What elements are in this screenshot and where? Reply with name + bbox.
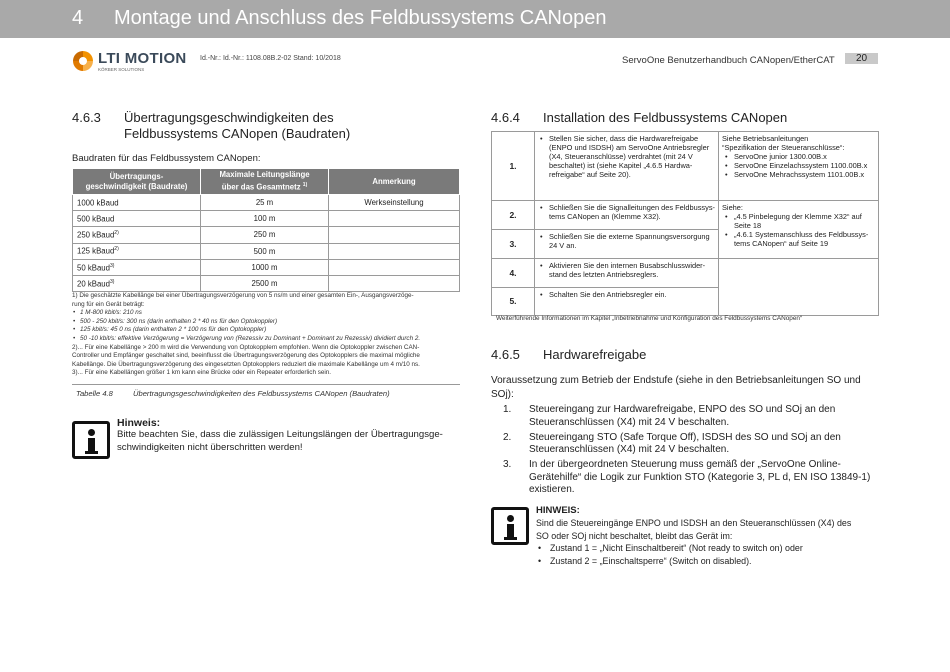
text-line: Stellen Sie sicher, dass die Hardwarefreigabe — [549, 134, 699, 143]
step-number: 4. — [492, 259, 535, 288]
header-line: geschwindigkeit (Baudrate) — [85, 181, 188, 191]
footnote-ref: 2) — [114, 246, 119, 253]
step-action — [535, 230, 719, 259]
intro-text: Baudraten für das Feldbussystem CANopen: — [72, 153, 261, 164]
rate-text: 250 kBaud — [77, 230, 115, 240]
baudrate-table — [72, 168, 460, 292]
section-title-line: Feldbussystems CANopen (Baudraten) — [124, 126, 351, 141]
hint-title: HINWEIS: — [536, 505, 580, 516]
lti-logo-icon — [72, 50, 94, 72]
rate-text: 125 kBaud — [77, 246, 115, 256]
footnote-line: 3)... Für eine Kabellängen größer 1 km kann eine Brücke oder ein Repeater erforderlich sein. — [72, 369, 332, 377]
text-line: stand des letzten Antriebsreglers. — [549, 270, 659, 279]
footnote-ref: 3) — [109, 278, 115, 285]
cell-rate — [73, 211, 201, 227]
installation-steps-table — [491, 131, 879, 316]
text-line: refreigabe“ auf Seite 20). — [549, 170, 631, 179]
cell-length: 100 m — [201, 211, 329, 227]
footnote-line: 2)... Für eine Kabellänge > 200 m wird die Verwendung von Optokopplern empfohlen. Wenn die Optokoppler zwischen CAN- — [72, 343, 420, 351]
list-number: 3. — [503, 459, 512, 471]
header-line: Übertragungs- — [109, 171, 164, 181]
text-line: (ENPO und ISDSH) am ServoOne Antriebsregler — [549, 143, 710, 152]
page-number: 20 — [845, 53, 878, 64]
rate-text: 20 kBaud — [77, 279, 110, 289]
manual-title: ServoOne Benutzerhandbuch CANopen/EtherCAT — [622, 55, 835, 66]
hint-line: Bitte beachten Sie, dass die zulässigen Leitungslängen der Übertragungsge- — [117, 429, 443, 441]
hardware-steps-list — [491, 404, 886, 499]
hardware-intro — [491, 374, 876, 402]
text-line: Steueranschlüssen (X4) mit 24 V beschalten. — [529, 416, 730, 428]
step-reference — [719, 132, 879, 201]
text-line: Schließen Sie die Signalleitungen des Feldbussys- — [549, 203, 715, 212]
section-number: 4.6.4 — [491, 110, 520, 125]
text-line: existieren. — [529, 484, 575, 496]
section-title — [124, 110, 350, 142]
hint-box — [117, 417, 457, 454]
cell-note: Werkseinstellung — [329, 195, 460, 211]
table-caption — [76, 389, 390, 398]
step-row — [492, 132, 879, 201]
reference-item: • ServoOne Einzelachssystem 1100.00B.x — [722, 161, 875, 170]
header-line: über das Gesamtnetz — [221, 182, 301, 192]
cell-rate — [73, 243, 201, 259]
text-line: tems CANopen an (Klemme X32). — [549, 212, 661, 221]
text-line: Schließen Sie die externe Spannungsversorgung — [549, 232, 710, 241]
footnote-ref: 2) — [114, 230, 119, 237]
text-line: SOj): — [491, 389, 514, 401]
info-icon-dot — [507, 515, 514, 522]
footnote-line: Kabellänge. Die Übertragungsverzögerung des eingesetzten Optokopplers reduziert die maximale Kabellänge um 4 m/10 ns. — [72, 360, 420, 368]
list-number: 2. — [503, 431, 512, 443]
hint-bullet: • Zustand 2 = „Einschaltsperre“ (Switch on disabled). — [536, 555, 881, 567]
info-icon — [72, 421, 110, 459]
text-line: 24 V an. — [549, 241, 577, 250]
cell-length: 25 m — [201, 195, 329, 211]
rate-text: 500 kBaud — [77, 214, 115, 224]
rate-text: 1000 kBaud — [77, 198, 119, 208]
step-action — [535, 132, 719, 201]
cell-rate — [73, 195, 201, 211]
chapter-number: 4 — [72, 7, 84, 29]
footnote-line: 1) Die geschätzte Kabellänge bei einer Übertragungsverzögerung von 5 ns/m und einer gesamten Ein-, Ausgangsverzöge- — [72, 292, 414, 299]
list-number: 1. — [503, 404, 512, 415]
step-reference — [719, 201, 879, 259]
hint-line: SO oder SOj nicht beschaltet, bleibt das Gerät im: — [536, 530, 733, 541]
column-header-note: Anmerkung — [329, 169, 460, 195]
text-line: In der übergeordneten Steuerung muss gemäß der „ServoOne Online- — [529, 459, 841, 471]
step-action — [535, 201, 719, 230]
table-note: Weiterführende Informationen im Kapitel „Inbetriebnahme und Konfiguration des Feldbussystems CANopen“ — [496, 315, 803, 322]
hint-bullet: • Zustand 1 = „Nicht Einschaltbereit“ (Not ready to switch on) oder — [536, 542, 881, 554]
text-line: “Spezifikation der Steueranschlüsse“: — [722, 143, 845, 152]
text-line: Steueranschlüssen (X4) mit 24 V beschalten. — [529, 444, 730, 456]
table-row — [73, 227, 460, 243]
text-line: Gerätehilfe“ die Logik zur Funktion STO (Kategorie 3, PL d, EN ISO 13849-1) — [529, 471, 871, 483]
cell-length: 2500 m — [201, 275, 329, 291]
footnote-item: • 1 M-800 kbit/s: 210 ns — [72, 309, 460, 318]
step-number: 3. — [492, 230, 535, 259]
hint-title: Hinweis: — [117, 417, 161, 429]
chapter-title: Montage und Anschluss des Feldbussystems CANopen — [114, 7, 607, 29]
section-title: Hardwarefreigabe — [543, 347, 647, 362]
step-action-text — [538, 232, 715, 250]
table-row — [73, 243, 460, 259]
list-item — [491, 432, 886, 457]
section-title-line: Übertragungsgeschwindigkeiten des — [124, 110, 334, 125]
text-line: Siehe Betriebsanleitungen — [722, 134, 809, 143]
step-action-text — [538, 261, 715, 279]
reference-item: • „4.5 Pinbelegung der Klemme X32“ auf Seite 18 — [722, 212, 875, 230]
cell-note — [329, 259, 460, 275]
document-id: Id.-Nr.: Id.-Nr.: 1108.08B.2-02 Stand: 10/2018 — [200, 55, 341, 62]
logo-text: LTI MOTION — [98, 50, 187, 67]
cell-length: 1000 m — [201, 259, 329, 275]
text-line: Steuereingang zur Hardwarefreigabe, ENPO des SO und SOj an den — [529, 404, 836, 415]
info-icon-stem — [504, 524, 517, 540]
reference-item: • ServoOne junior 1300.00B.x — [722, 152, 875, 161]
chapter-header-bar — [0, 0, 950, 38]
step-reference — [719, 259, 879, 316]
table-header-row — [73, 169, 460, 195]
cell-note — [329, 227, 460, 243]
step-row — [492, 259, 879, 288]
text-line: Siehe: — [722, 203, 743, 212]
cell-rate — [73, 227, 201, 243]
footnote-ref: 3) — [109, 262, 115, 269]
cell-rate — [73, 259, 201, 275]
step-action-text: • Schalten Sie den Antriebsregler ein. — [538, 290, 715, 299]
caption-divider — [72, 384, 460, 385]
table-row — [73, 259, 460, 275]
hint-line: schwindigkeiten nicht überschritten werden! — [117, 441, 303, 453]
list-item — [491, 404, 886, 429]
footnote-line: rung für ein Gerät beträgt: — [72, 300, 145, 308]
step-action-text — [538, 134, 715, 179]
text-line: Aktivieren Sie den internen Busabschlusswider- — [549, 261, 706, 270]
caption-label: Tabelle 4.8 — [76, 389, 113, 398]
section-number: 4.6.3 — [72, 110, 101, 125]
hint-line: Sind die Steuereingänge ENPO und ISDSH an den Steueranschlüssen (X4) des — [536, 518, 852, 529]
step-action-text — [538, 203, 715, 221]
footnote-ref: 1) — [302, 182, 308, 189]
table-row — [73, 211, 460, 227]
reference-item: • ServoOne Mehrachssystem 1101.00B.x — [722, 170, 875, 179]
step-row — [492, 201, 879, 230]
footnote-item: • 50 -10 kbit/s: effektive Verzögerung = Verzögerung von (Rezessiv zu Dominant + Dominant zu Rezessiv) dividiert durch 2. — [72, 335, 460, 344]
section-title: Installation des Feldbussystems CANopen — [543, 110, 788, 125]
info-icon-dot — [88, 429, 95, 436]
footnote-line: Controller und Empfänger geschaltet sind, beeinflusst die Übertragungsverzögerung des Optokopplers die maximal mögliche — [72, 352, 420, 360]
cell-note — [329, 275, 460, 291]
step-action — [535, 288, 719, 316]
step-action — [535, 259, 719, 288]
cell-rate — [73, 275, 201, 291]
reference-item: • „4.6.1 Systemanschluss des Feldbussys- tems CANopen“ auf Seite 19 — [722, 230, 875, 248]
rate-text: 50 kBaud — [77, 263, 110, 273]
hint-box — [536, 505, 881, 567]
header-line: Maximale Leitungslänge — [219, 170, 310, 180]
cell-length: 250 m — [201, 227, 329, 243]
step-number: 5. — [492, 288, 535, 316]
step-number: 2. — [492, 201, 535, 230]
caption-text: Übertragungsgeschwindigkeiten des Feldbussystems CANopen (Baudraten) — [133, 389, 390, 398]
logo-subtext: KÖRBER SOLUTIONS — [98, 67, 145, 72]
table-row — [73, 195, 460, 211]
text-line: Voraussetzung zum Betrieb der Endstufe (siehe in den Betriebsanleitungen SO und — [491, 375, 861, 386]
text-line: Steuereingang STO (Safe Torque Off), ISDSH des SO und SOj an den — [529, 431, 841, 443]
list-item — [491, 459, 886, 497]
cell-note — [329, 243, 460, 259]
footnote-item: • 125 kbit/s: 45 0 ns (darin enthalten 2 * 100 ns für den Optokoppler) — [72, 326, 460, 335]
text-line: beschaltet) ist (siehe Kapitel „4.6.5 Hardwa- — [549, 161, 693, 170]
text-line: (X4, Steueranschlüsse) verdrahtet (mit 24 V — [549, 152, 693, 161]
section-number: 4.6.5 — [491, 347, 520, 362]
table-row — [73, 275, 460, 291]
step-number: 1. — [492, 132, 535, 201]
cell-note — [329, 211, 460, 227]
cell-length: 500 m — [201, 243, 329, 259]
info-icon-stem — [85, 438, 98, 454]
column-header-length — [201, 169, 329, 195]
table-footnotes — [72, 292, 460, 378]
info-icon — [491, 507, 529, 545]
column-header-rate — [73, 169, 201, 195]
footnote-item: • 500 - 250 kbit/s: 300 ns (darin enthalten 2 * 40 ns für den Optokoppler) — [72, 318, 460, 327]
